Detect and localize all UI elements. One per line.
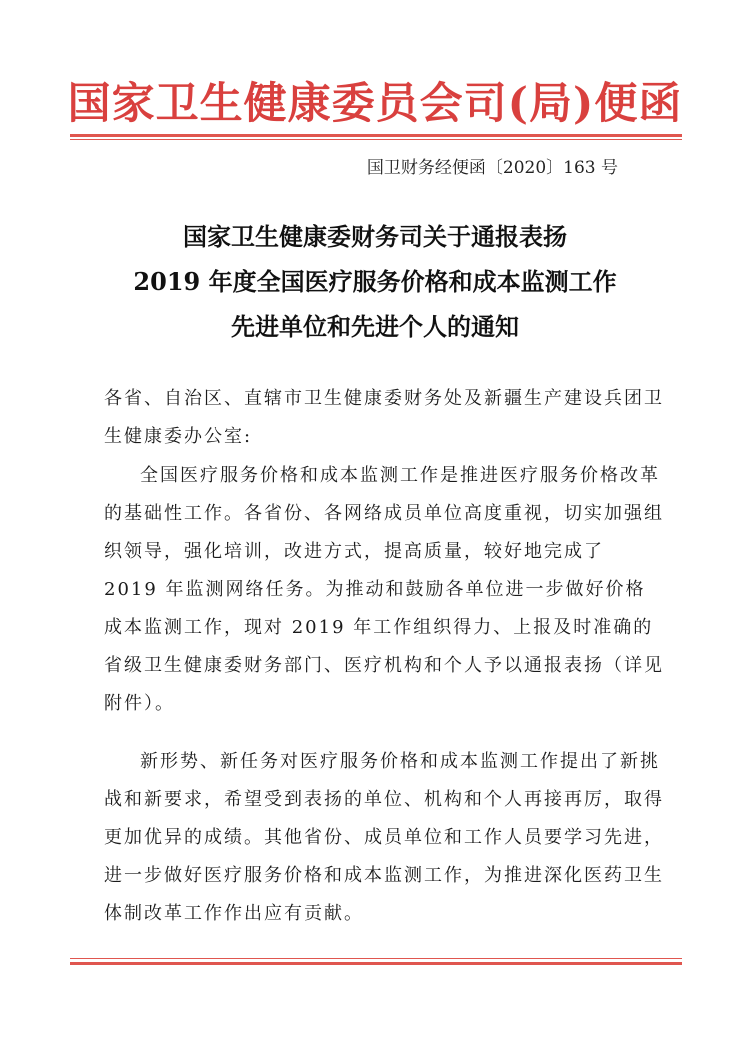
notice-title [0, 214, 750, 349]
body-paragraph-2: 新形势、新任务对医疗服务价格和成本监测工作提出了新挑战和新要求，希望受到表扬的单位、机构和个人再接再厉，取得更加优异的成绩。其他省份、成员单位和工作人员要学习先进，进一步做好医疗服务价格和成本监测工作，为推进深化医药卫生体制改革工作作出应有贡献。 [104, 751, 664, 924]
letterhead-rule-thin [70, 139, 682, 140]
body-paragraph-1: 全国医疗服务价格和成本监测工作是推进医疗服务价格改革的基础性工作。各省份、各网络成员单位高度重视，切实加强组织领导，强化培训，改进方式，提高质量，较好地完成了 2019 年监测网络任务。为推动和鼓励各单位进一步做好价格成本监测工作，现对 2019 年工作组织得力、上报及时准确的省级卫生健康委财务部门、医疗机构和个人予以通报表扬（详见附件）。 [104, 465, 664, 714]
footer-rule-thick [70, 962, 682, 965]
salutation: 各省、自治区、直辖市卫生健康委财务处及新疆生产建设兵团卫生健康委办公室: [104, 388, 664, 447]
notice-title-line-1: 国家卫生健康委财务司关于通报表扬 [183, 222, 567, 251]
document-number: 国卫财务经便函〔2020〕163 号 [366, 158, 618, 178]
footer-rule-thin [70, 958, 682, 959]
letterhead-title: 国家卫生健康委员会司(局)便函 [67, 79, 683, 129]
notice-title-line-3: 先进单位和先进个人的通知 [231, 312, 519, 341]
letterhead-rule-thick [70, 134, 682, 137]
notice-title-line-2: 2019 年度全国医疗服务价格和成本监测工作 [133, 267, 617, 296]
